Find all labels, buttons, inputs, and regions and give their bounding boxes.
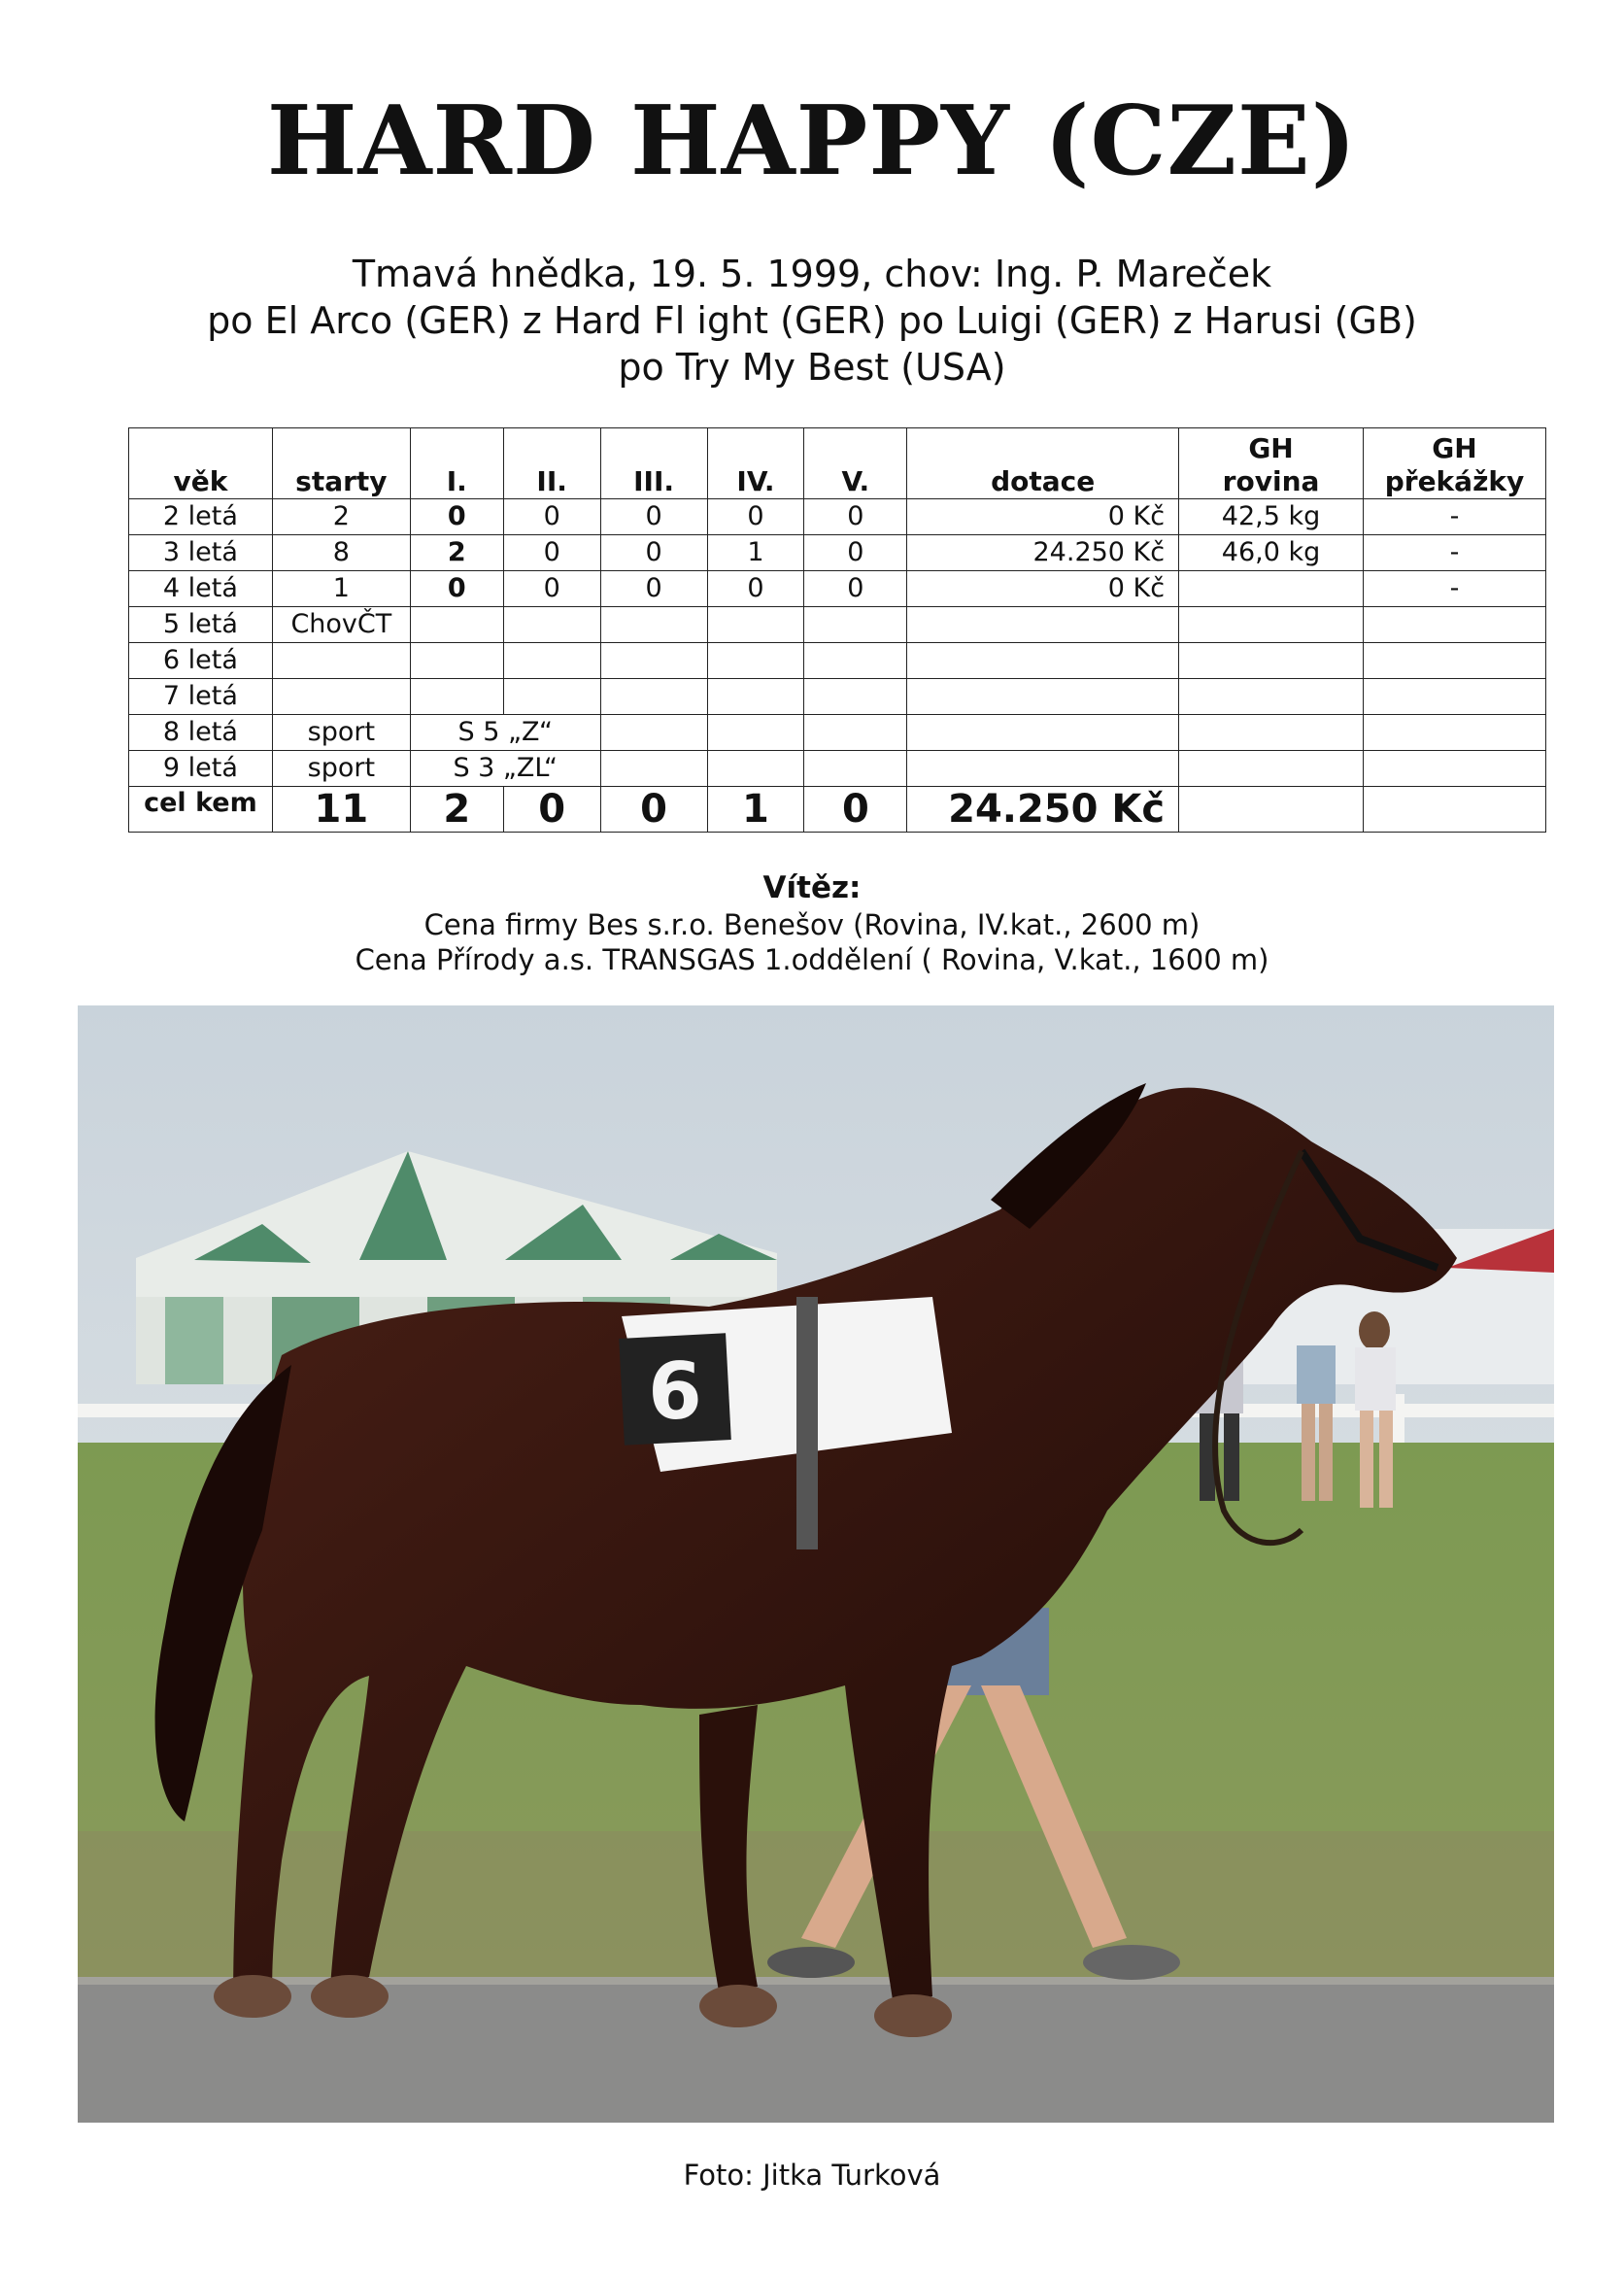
cell-empty [1363, 751, 1545, 787]
table-row [129, 715, 1546, 751]
cell-empty [503, 643, 600, 679]
header-place-3: III. [600, 428, 707, 499]
header-starts: starty [272, 428, 410, 499]
cell-p5: 0 [804, 571, 907, 607]
cell-empty [804, 751, 907, 787]
cell-empty [1363, 607, 1545, 643]
cell-p4: 0 [707, 571, 804, 607]
cell-starts [272, 643, 410, 679]
header-gh-flat-bottom: rovina [1222, 465, 1320, 497]
header-prize-money: dotace [907, 428, 1179, 499]
cell-empty [410, 643, 503, 679]
winner-heading: Vítěz: [762, 870, 862, 905]
total-label: cel kem [129, 787, 273, 833]
header-place-1: I. [410, 428, 503, 499]
header-gh-flat [1179, 428, 1364, 499]
header-place-2: II. [503, 428, 600, 499]
total-p3: 0 [600, 787, 707, 833]
cell-empty [600, 643, 707, 679]
cell-gh-flat: 42,5 kg [1179, 499, 1364, 535]
cell-sport-level: S 5 „Z“ [410, 715, 600, 751]
cell-empty [1179, 715, 1364, 751]
cell-age: 9 letá [129, 751, 273, 787]
cell-empty [907, 751, 1179, 787]
table-row [129, 679, 1546, 715]
cell-empty [503, 679, 600, 715]
cell-empty [707, 643, 804, 679]
cell-age: 7 letá [129, 679, 273, 715]
table-row [129, 607, 1546, 643]
cell-p4: 0 [707, 499, 804, 535]
cell-empty [1179, 679, 1364, 715]
cell-starts: sport [272, 715, 410, 751]
cell-empty [1179, 643, 1364, 679]
cell-money: 0 Kč [907, 571, 1179, 607]
cell-gh-flat [1179, 571, 1364, 607]
cell-empty [1363, 679, 1545, 715]
cell-empty [707, 679, 804, 715]
cell-p1: 2 [410, 535, 503, 571]
cell-empty [1179, 751, 1364, 787]
cell-starts: 2 [272, 499, 410, 535]
cell-p1: 0 [410, 571, 503, 607]
cell-empty [600, 715, 707, 751]
saddle-number: 6 [648, 1346, 702, 1437]
header-gh-jump [1363, 428, 1545, 499]
table-row [129, 643, 1546, 679]
cell-empty [410, 607, 503, 643]
cell-empty [1363, 715, 1545, 751]
table-header-row [129, 428, 1546, 499]
cell-p2: 0 [503, 571, 600, 607]
cell-starts: ChovČT [272, 607, 410, 643]
cell-gh-flat: 46,0 kg [1179, 535, 1364, 571]
header-gh-jump-top: GH [1432, 432, 1477, 464]
cell-p3: 0 [600, 499, 707, 535]
pedigree-line-1: Tmavá hnědka, 19. 5. 1999, chov: Ing. P. Mareček [352, 253, 1272, 295]
cell-empty [907, 643, 1179, 679]
race-record-table [128, 427, 1546, 833]
cell-p3: 0 [600, 571, 707, 607]
cell-p2: 0 [503, 535, 600, 571]
cell-empty [707, 607, 804, 643]
cell-age: 4 letá [129, 571, 273, 607]
cell-empty [410, 679, 503, 715]
table-row [129, 535, 1546, 571]
total-p4: 1 [707, 787, 804, 833]
cell-empty [600, 607, 707, 643]
cell-empty [600, 751, 707, 787]
cell-empty [600, 679, 707, 715]
header-age: věk [129, 428, 273, 499]
horse-photo [78, 1005, 1554, 2123]
horse-photo-illustration [78, 1005, 1554, 2123]
cell-empty [804, 715, 907, 751]
cell-gh-jump: - [1363, 499, 1545, 535]
total-starts: 11 [272, 787, 410, 833]
cell-age: 6 letá [129, 643, 273, 679]
cell-empty [1363, 643, 1545, 679]
cell-empty [804, 607, 907, 643]
horse-title: HARD HAPPY (CZE) [266, 85, 1358, 197]
header-gh-jump-bottom: překážky [1384, 465, 1525, 497]
cell-empty [907, 679, 1179, 715]
cell-empty [907, 715, 1179, 751]
cell-empty [804, 679, 907, 715]
cell-empty [503, 607, 600, 643]
cell-age: 8 letá [129, 715, 273, 751]
winner-race-1: Cena firmy Bes s.r.o. Benešov (Rovina, IV.kat., 2600 m) [423, 908, 1201, 941]
cell-starts [272, 679, 410, 715]
cell-empty [1179, 787, 1364, 833]
header-place-4: IV. [707, 428, 804, 499]
cell-p5: 0 [804, 499, 907, 535]
pedigree-line-3: po Try My Best (USA) [618, 346, 1006, 389]
table-row [129, 499, 1546, 535]
cell-money: 0 Kč [907, 499, 1179, 535]
cell-empty [907, 607, 1179, 643]
cell-age: 2 letá [129, 499, 273, 535]
header-gh-flat-top: GH [1248, 432, 1294, 464]
cell-empty [1363, 787, 1545, 833]
cell-age: 3 letá [129, 535, 273, 571]
cell-gh-jump: - [1363, 535, 1545, 571]
cell-starts: 8 [272, 535, 410, 571]
header-place-5: V. [804, 428, 907, 499]
cell-empty [1179, 607, 1364, 643]
cell-empty [707, 715, 804, 751]
total-p1: 2 [410, 787, 503, 833]
cell-empty [707, 751, 804, 787]
cell-p4: 1 [707, 535, 804, 571]
cell-p5: 0 [804, 535, 907, 571]
cell-age: 5 letá [129, 607, 273, 643]
cell-money: 24.250 Kč [907, 535, 1179, 571]
cell-p3: 0 [600, 535, 707, 571]
pedigree-line-2: po El Arco (GER) z Hard Fl ight (GER) po Luigi (GER) z Harusi (GB) [207, 299, 1417, 342]
cell-starts: 1 [272, 571, 410, 607]
total-money: 24.250 Kč [907, 787, 1179, 833]
cell-p1: 0 [410, 499, 503, 535]
cell-sport-level: S 3 „ZL“ [410, 751, 600, 787]
cell-p2: 0 [503, 499, 600, 535]
table-row [129, 751, 1546, 787]
total-p2: 0 [503, 787, 600, 833]
winner-race-2: Cena Přírody a.s. TRANSGAS 1.oddělení ( Rovina, V.kat., 1600 m) [355, 943, 1269, 976]
cell-empty [804, 643, 907, 679]
table-row [129, 571, 1546, 607]
photo-credit: Foto: Jitka Turková [683, 2159, 941, 2192]
cell-starts: sport [272, 751, 410, 787]
table-total-row [129, 787, 1546, 833]
cell-gh-jump: - [1363, 571, 1545, 607]
total-p5: 0 [804, 787, 907, 833]
